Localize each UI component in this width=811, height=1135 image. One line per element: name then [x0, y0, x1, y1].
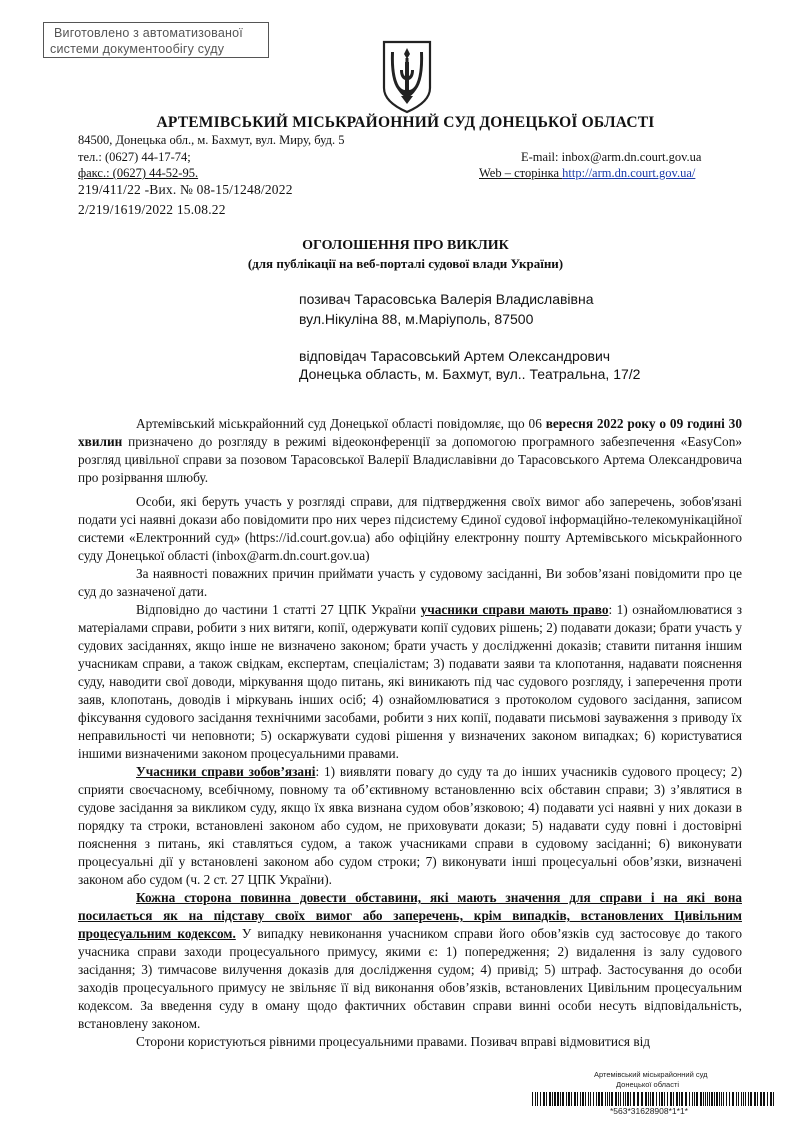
paragraph-evidence: Особи, які беруть участь у розгляді справи, для підтвердження своїх вимог або заперечень, зобов'язані подати усі наявні докази або повідомити про них через підсистему Єдиної судової інформаційно-телекомунікаційної системи «Електронний суд» (https://id.court.gov.ua) або офіційну електронну пошту Артемівського міськрайонного суду Донецької області (inbox@arm.dn.court.gov.ua): [78, 494, 742, 563]
paragraph-burden-of-proof: Кожна сторона повинна довести обставини, які мають значення для справи і на які вона посилається як на підставу своїх вимог або заперечень, крім випадків, встановлених Цивільним процесуальним кодексом. У випадку невиконання учасником справи його обов’язків суд застосовує до такого учасника справи заходи процесуального примусу, якими є: 1) попередження; 2) видалення із залу судового засідання; 3) тимчасове вилучення доказів для дослідження судом; 4) привід; 5) штраф. Застосування до особи заходів процесуального примусу не звільняє її від виконання обов’язків, встановлених Цивільним процесуальним кодексом. За введення суду в оману щодо фактичних обставин справи винні особи несуть відповідальність, встановлену законом.: [78, 890, 742, 1031]
barcode-caption-2: Донецької області: [616, 1080, 680, 1089]
court-address: 84500, Донецька обл., м. Бахмут, вул. Миру, буд. 5: [78, 133, 345, 147]
notice-body: [78, 415, 742, 1051]
coat-of-arms-icon: [381, 40, 433, 114]
notice-title: ОГОЛОШЕННЯ ПРО ВИКЛИК: [302, 238, 509, 253]
paragraph-obligations: Учасники справи зобов’язані: 1) виявляти повагу до суду та до інших учасників судового процесу; 2) сприяти своєчасному, всебічному, повному та об’єктивному встановленню всіх обставин справи; 3) з’являтися в судове засідання за викликом суду, якщо їх явка визнана судом обов’язковою; 4) подавати усі наявні у них докази в порядку та строки, встановлені законом або судом, не приховувати докази; 5) надавати суду повні і достовірні пояснення з питань, які ставляться судом, а також учасниками справи в судовому засіданні; 6) виконувати процесуальні дії у встановлені законом або судом строки; 7) виконувати інші процесуальні обов’язки, визначені законом або судом (ч. 2 ст. 27 ЦПК України).: [78, 764, 742, 887]
defendant-address: Донецька область, м. Бахмут, вул.. Театральна, 17/2: [299, 366, 641, 382]
court-fax-line: [78, 166, 430, 181]
stamp-line-2: системи документообігу суду: [50, 42, 225, 56]
paragraph-absence: За наявності поважних причин приймати участь у судовому засіданні, Ви зобов’язані повідомити про це суд до зазначеної дати.: [78, 566, 742, 599]
paragraph-equal-rights: Сторони користуються рівними процесуальними правами. Позивач вправі відмовитися від: [136, 1034, 651, 1049]
stamp-line-1: Виготовлено з автоматизованої: [54, 26, 243, 40]
plaintiff-name: позивач Тарасовська Валерія Владиславівна: [299, 291, 594, 307]
notice-subtitle: (для публікації на веб-порталі судової влади України): [247, 256, 564, 271]
court-web-label: Web – сторінка: [479, 166, 563, 180]
court-name: АРТЕМІВСЬКИЙ МІСЬКРАЙОННИЙ СУД ДОНЕЦЬКОЇ ОБЛАСТІ: [156, 114, 655, 131]
barcode-caption-1: Артемівський міськрайонний суд: [594, 1070, 708, 1079]
court-web-link[interactable]: http://arm.dn.court.gov.ua/: [562, 166, 696, 180]
case-number-date: 2/219/1619/2022 15.08.22: [78, 202, 226, 217]
barcode-number: *563*31628908*1*1*: [610, 1106, 688, 1116]
court-fax: факс.: (0627) 44-52-95.: [78, 166, 199, 180]
plaintiff-address: вул.Нікуліна 88, м.Маріуполь, 87500: [299, 311, 534, 327]
court-email: E-mail: inbox@arm.dn.court.gov.ua: [521, 150, 702, 164]
court-web: [479, 166, 695, 181]
barcode-icon: [532, 1092, 778, 1106]
court-phone: тел.: (0627) 44-17-74;: [78, 150, 191, 164]
paragraph-hearing: Артемівський міськрайонний суд Донецької області повідомляє, що 06 вересня 2022 року о 09 годині 30 хвилин призначено до розгляду в режимі відеоконференції за допомогою програмного забезпечення «EasyCon» розгляд цивільної справи за позовом Тарасовської Валерії Владиславівни до Тарасовського Артема Олександровича про розірвання шлюбу.: [78, 416, 742, 485]
outgoing-number: 219/411/22 -Вих. № 08-15/1248/2022: [78, 182, 293, 197]
paragraph-rights: Відповідно до частини 1 статті 27 ЦПК України учасники справи мають право: 1) ознайомлюватися з матеріалами справи, робити з них витяги, копії, одержувати копії судових рішень; 2) подавати докази; брати участь у судових засіданнях, якщо інше не визначено законом; брати участь у дослідженні доказів; ставити питання іншим учасникам справи, а також свідкам, експертам, спеціалістам; 3) подавати заяви та клопотання, надавати пояснення суду, наводити свої доводи, міркування щодо питань, які виникають під час судового розгляду, і заперечення проти заяв, клопотань, доводів і міркувань інших осіб; 4) ознайомлюватися з протоколом судового засідання, записом фіксування судового засідання технічними засобами, робити з них копії, подавати письмові зауваження з приводу їх неправильності чи неповноти; 5) оскаржувати судові рішення у визначених законом випадках; 6) користуватися іншими визначеними законом процесуальними правами.: [78, 602, 742, 761]
automation-stamp: [43, 22, 269, 58]
document-barcode: [532, 1070, 778, 1120]
defendant-name: відповідач Тарасовський Артем Олександрович: [299, 348, 611, 364]
